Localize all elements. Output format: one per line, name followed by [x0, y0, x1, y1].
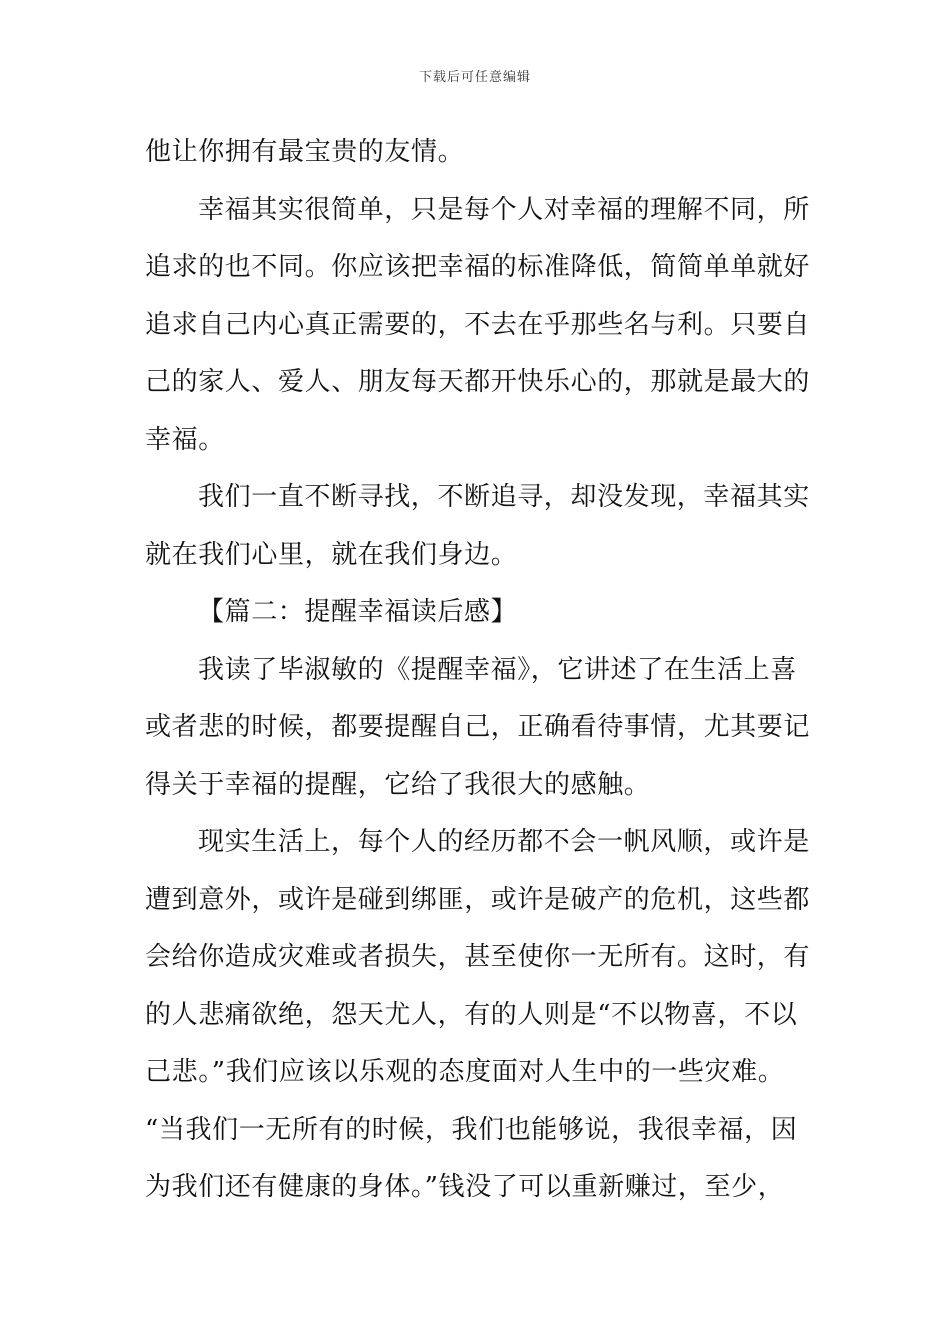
body-text — [145, 124, 809, 1217]
text-line: 就在我们心里，就在我们身边。 — [145, 539, 518, 570]
text-line: 得关于幸福的提醒，它给了我很大的感触。 — [145, 769, 651, 800]
text-line: 己的家人、爱人、朋友每天都开快乐心的，那就是最大的 — [145, 367, 811, 397]
text-line: 会给你造成灾难或者损失，甚至使你一无所有。这时，有 — [145, 942, 811, 972]
text-line: 追求自己内心真正需要的，不去在乎那些名与利。只要自 — [145, 309, 811, 340]
text-line: 或者悲的时候，都要提醒自己，正确看待事情，尤其要记 — [145, 712, 811, 742]
text-line: “当我们一无所有的时候，我们也能够说，我很幸福，因 — [145, 1114, 798, 1145]
text-line: 现实生活上，每个人的经历都不会一帆风顺，或许是 — [198, 827, 810, 857]
text-line: 幸福。 — [145, 424, 225, 455]
text-line: 我读了毕淑敏的《提醒幸福》，它讲述了在生活上喜 — [198, 654, 797, 685]
text-line: 为我们还有健康的身体。”钱没了可以重新赚过，至少， — [145, 1172, 785, 1202]
text-line: 己悲。”我们应该以乐观的态度面对人生中的一些灾难。 — [145, 1057, 785, 1087]
text-line: 的人悲痛欲绝，怨天尤人，有的人则是“不以物喜，不以 — [145, 999, 798, 1030]
text-line: 遭到意外，或许是碰到绑匪，或许是破产的危机，这些都 — [145, 884, 811, 915]
text-line: 追求的也不同。你应该把幸福的标准降低，简简单单就好 — [145, 252, 811, 282]
section-heading: 【篇二：提醒幸福读后感】 — [198, 597, 518, 627]
text-line: 他让你拥有最宝贵的友情。 — [145, 137, 465, 167]
page-header-note: 下载后可任意编辑 — [418, 70, 531, 85]
text-line: 幸福其实很简单，只是每个人对幸福的理解不同，所 — [198, 194, 810, 225]
text-line: 我们一直不断寻找，不断追寻，却没发现，幸福其实 — [198, 482, 810, 512]
